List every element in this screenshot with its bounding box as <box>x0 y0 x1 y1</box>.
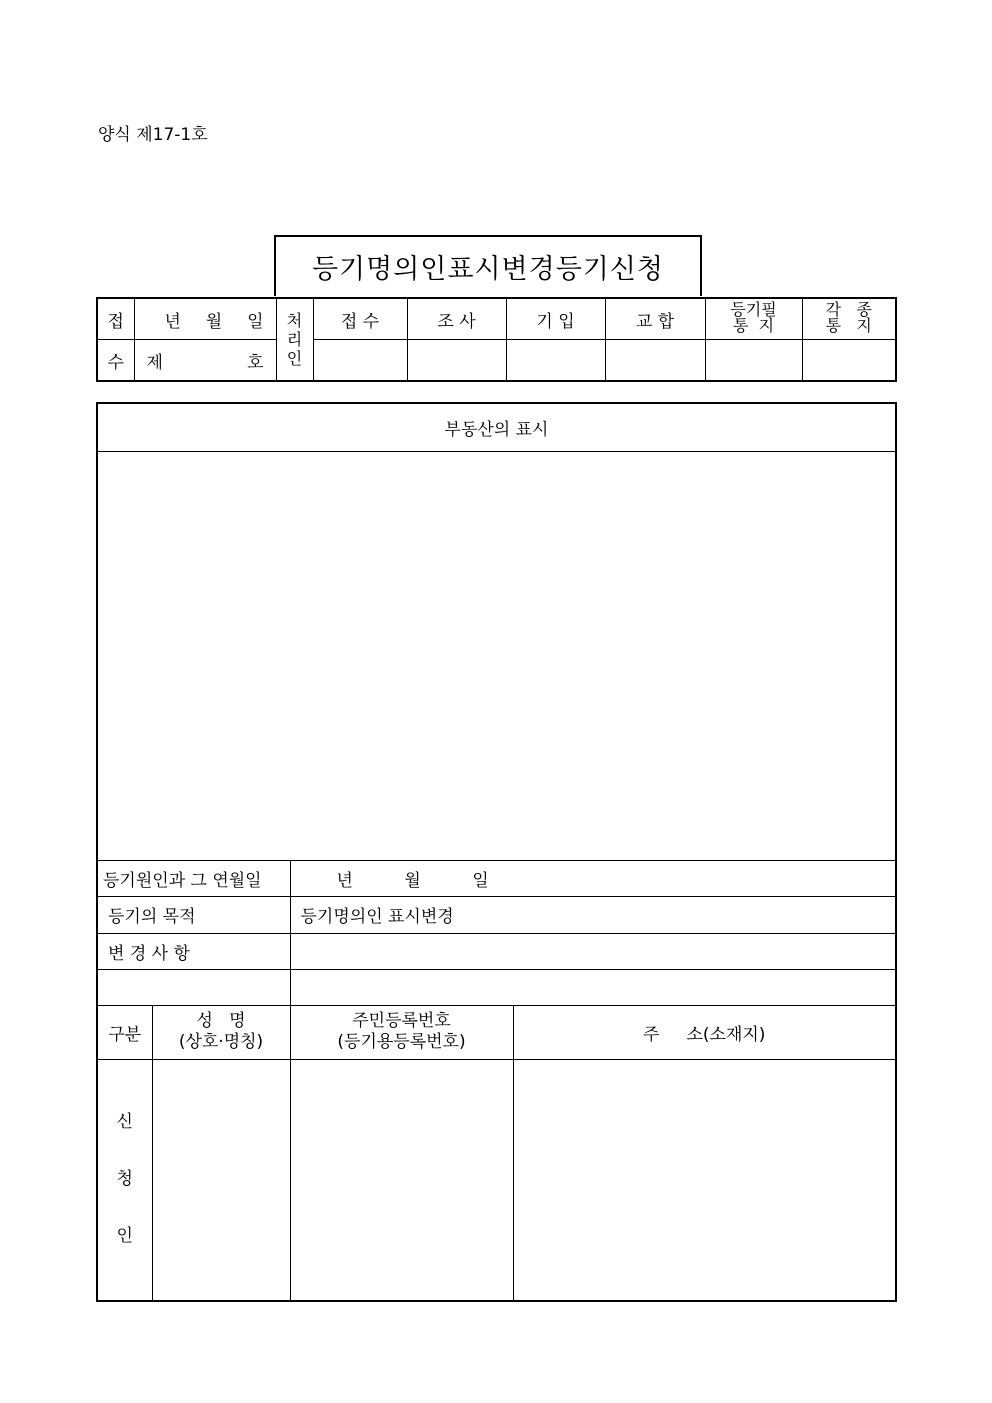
receipt-label-top: 접 <box>97 298 134 340</box>
col-address-header: 주 소(소재지) <box>513 1005 896 1059</box>
col-type-header: 구분 <box>97 1005 152 1059</box>
cell-various-sign[interactable] <box>802 340 896 382</box>
cause-label: 등기원인과 그 연월일 <box>97 860 290 896</box>
day-unit: 일 <box>247 311 264 332</box>
extra-value-cell[interactable] <box>290 969 896 1005</box>
number-suffix: 호 <box>247 352 264 373</box>
year-unit: 년 <box>164 311 181 332</box>
cell-reg-notice-sign[interactable] <box>705 340 802 382</box>
applicant-char-3: 인 <box>116 1226 133 1247</box>
col-receipt: 접 수 <box>313 298 407 340</box>
col-various-notice <box>802 298 896 340</box>
cell-collation-sign[interactable] <box>605 340 705 382</box>
applicant-char-1: 신 <box>116 1112 133 1133</box>
form-number: 양식 제17-1호 <box>98 125 208 145</box>
receipt-number[interactable] <box>134 340 276 382</box>
handler-label <box>276 298 313 381</box>
col-reg-notice <box>705 298 802 340</box>
handler-char-2: 리 <box>286 330 303 349</box>
receipt-date[interactable] <box>134 298 276 340</box>
reg-notice-line-1: 등기필 <box>730 300 777 319</box>
form-title: 등기명의인표시변경등기신청 <box>274 235 702 296</box>
applicant-char-2: 청 <box>116 1169 133 1190</box>
col-name-line-2: (상호·명칭) <box>178 1032 264 1052</box>
col-id-line-2: (등기용등록번호) <box>337 1032 466 1052</box>
cause-day: 일 <box>472 870 489 891</box>
cell-survey-sign[interactable] <box>407 340 506 382</box>
month-unit: 월 <box>205 311 223 332</box>
property-content[interactable] <box>97 451 896 860</box>
col-survey: 조 사 <box>407 298 506 340</box>
purpose-label: 등기의 목적 <box>97 896 290 933</box>
applicant-address-field[interactable] <box>513 1059 896 1301</box>
col-entry: 기 입 <box>506 298 605 340</box>
purpose-value[interactable]: 등기명의인 표시변경 <box>290 896 896 933</box>
number-prefix: 제 <box>146 352 163 373</box>
various-line-1: 각 종 <box>825 300 872 319</box>
col-collation: 교 합 <box>605 298 705 340</box>
extra-label-cell <box>97 969 290 1005</box>
applicant-id-field[interactable] <box>290 1059 513 1301</box>
applicant-name-field[interactable] <box>152 1059 290 1301</box>
various-line-2: 통 지 <box>825 316 872 335</box>
handler-char-3: 인 <box>286 349 303 368</box>
property-header: 부동산의 표시 <box>97 403 896 451</box>
change-label: 변 경 사 항 <box>97 933 290 969</box>
cell-receipt-sign[interactable] <box>313 340 407 382</box>
col-name-header <box>152 1005 290 1059</box>
receipt-table <box>96 297 897 382</box>
change-value[interactable] <box>290 933 896 969</box>
applicant-row-label <box>97 1059 152 1301</box>
col-name-line-1: 성 명 <box>196 1011 246 1031</box>
cell-entry-sign[interactable] <box>506 340 605 382</box>
cause-year: 년 <box>336 870 353 891</box>
col-id-line-1: 주민등록번호 <box>352 1011 451 1031</box>
cause-date-field[interactable] <box>290 860 896 896</box>
application-table <box>96 402 897 1302</box>
cause-month: 월 <box>404 870 421 891</box>
handler-char-1: 처 <box>286 311 303 330</box>
col-id-header <box>290 1005 513 1059</box>
reg-notice-line-2: 통 지 <box>732 316 775 335</box>
receipt-label-bottom: 수 <box>97 340 134 382</box>
